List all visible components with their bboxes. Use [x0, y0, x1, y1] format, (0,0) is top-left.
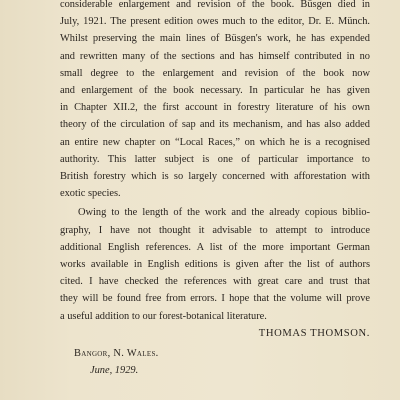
text-line: additional English references. A list of the more important German	[60, 241, 370, 253]
text-line: Owing to the length of the work and the already copious biblio-	[78, 207, 370, 219]
place-line: Bangor, N. Wales.	[74, 348, 159, 360]
text-line: graphy, I have not thought it advisable to attempt to introduce	[60, 224, 370, 236]
text-line: a useful addition to our forest-botanical literature.	[60, 310, 267, 322]
paragraph-1	[60, 0, 370, 202]
text-line: exotic species.	[60, 188, 121, 200]
text-line: considerable enlargement and revision of the book. Büsgen died in	[60, 0, 370, 10]
text-line: cited. I have checked the references with great care and trust that	[60, 276, 370, 288]
text-line: and enlargement of the book necessary. In particular he has given	[60, 85, 370, 97]
text-line: authority. This latter subject is one of particular importance to	[60, 153, 370, 165]
text-line: theory of the circulation of sap and its mechanism, and has also added	[60, 119, 370, 131]
page-text	[60, 0, 370, 379]
text-line: in Chapter XII.2, the first account in forestry literature of his own	[60, 102, 370, 114]
text-line: British forestry which is so largely concerned with afforestation with	[60, 171, 370, 183]
author-signature: THOMAS THOMSON.	[258, 327, 370, 339]
text-line: an entire new chapter on “Local Races,” on which he is a recognised	[60, 136, 370, 148]
text-line: works available in English editions is given after the list of authors	[60, 259, 370, 271]
text-line: small degree to the enlargement and revision of the book now	[60, 67, 370, 79]
text-line: they will be found free from errors. I hope that the volume will prove	[60, 293, 370, 305]
text-line: and rewritten many of the sections and has himself contributed in no	[60, 50, 370, 62]
date-line: June, 1929.	[90, 365, 139, 377]
paragraph-2	[60, 204, 370, 324]
text-line: Whilst preserving the main lines of Büsgen's work, he has expended	[60, 33, 370, 45]
text-line: July, 1921. The present edition owes much to the editor, Dr. E. Münch.	[60, 16, 370, 28]
